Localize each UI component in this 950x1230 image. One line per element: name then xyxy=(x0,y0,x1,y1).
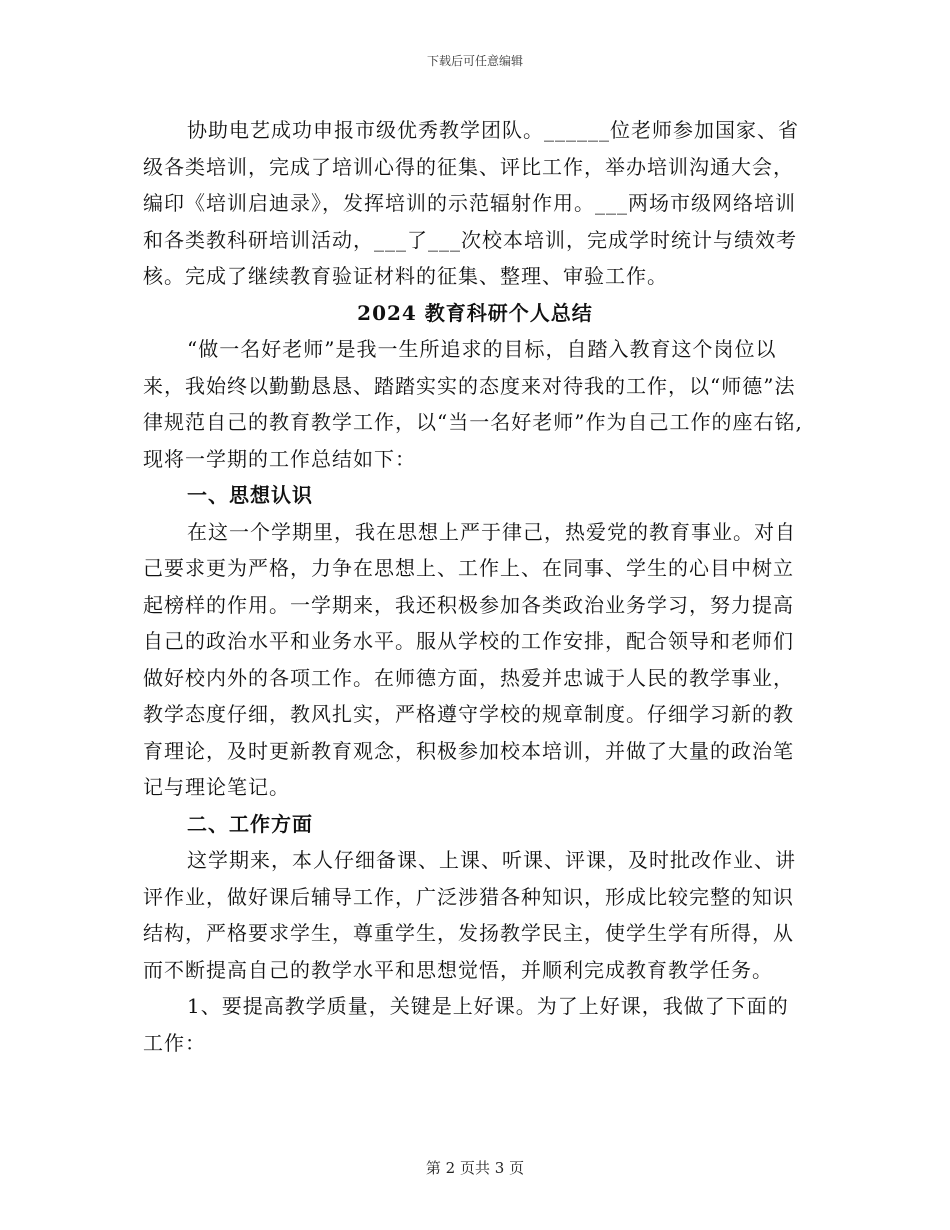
intro-paragraph: 协助电艺成功申报市级优秀教学团队。______位老师参加国家、省级各类培训，完成了培训心得的征集、评比工作，举办培训沟通大会，编印《培训启迪录》，发挥培训的示范辐射作用。___两场市级网络培训和各类教科研培训活动，___了___次校本培训，完成学时统计与绩效考核。完成了继续教育验证材料的征集、整理、审验工作。 xyxy=(143,118,799,288)
page-footer: 第 2 页共 3 页 xyxy=(425,1159,525,1177)
paragraph-3: 这学期来，本人仔细备课、上课、听课、评课，及时批改作业、讲评作业，做好课后辅导工作，广泛涉猎各种知识，形成比较完整的知识结构，严格要求学生，尊重学生，发扬教学民主，使学生学有所得，从而不断提高自己的教学水平和思想觉悟，并顺利完成教育教学任务。 xyxy=(143,848,796,982)
page-header: 下载后可任意编辑 xyxy=(426,54,523,68)
section-heading-2: 二、工作方面 xyxy=(187,811,313,836)
paragraph-4: 1、要提高教学质量，关键是上好课。为了上好课，我做了下面的工作： xyxy=(143,994,789,1055)
document-title: 2024 教育科研个人总结 xyxy=(357,300,593,325)
paragraph-1: “做一名好老师”是我一生所追求的目标，自踏入教育这个岗位以来，我始终以勤勤恳恳、踏踏实实的态度来对待我的工作，以“师德”法律规范自己的教育教学工作，以“当一名好老师”作为自己工作的座右铭,现将一学期的工作总结如下： xyxy=(143,337,803,471)
document-body xyxy=(143,112,807,1061)
section-heading-1: 一、思想认识 xyxy=(187,483,313,507)
paragraph-2: 在这一个学期里，我在思想上严于律己，热爱党的教育事业。对自己要求更为严格，力争在思想上、工作上、在同事、学生的心目中树立起榜样的作用。一学期来，我还积极参加各类政治业务学习，努力提高自己的政治水平和业务水平。服从学校的工作安排，配合领导和老师们做好校内外的各项工作。在师德方面，热爱并忠诚于人民的教学事业，教学态度仔细，教风扎实，严格遵守学校的规章制度。仔细学习新的教育理论，及时更新教育观念，积极参加校本培训，并做了大量的政治笔记与理论笔记。 xyxy=(143,519,796,799)
